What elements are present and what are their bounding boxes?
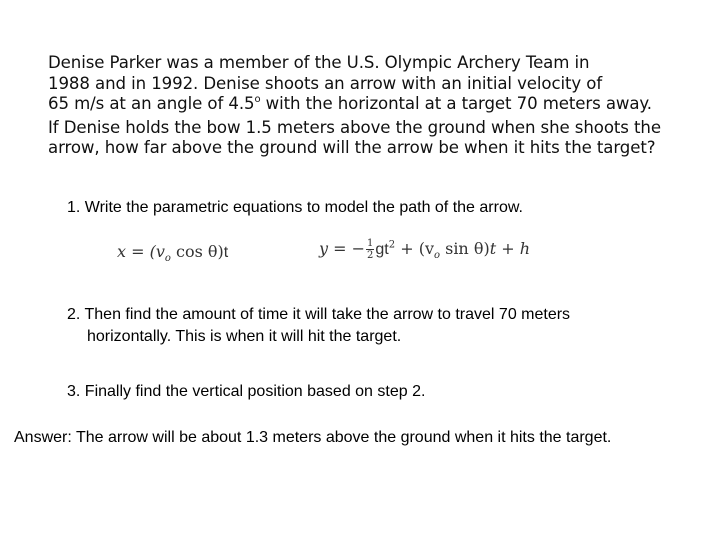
problem-line-3: [48, 94, 688, 118]
problem-statement: [48, 53, 688, 159]
degree-symbol: o: [254, 94, 261, 106]
problem-line-3-end: with the horizontal at a target 70 meters away.: [260, 94, 652, 114]
step-1: 1. Write the parametric equations to model the path of the arrow.: [67, 199, 523, 216]
equation-y: [319, 238, 530, 261]
eq-y-plus: + (v: [395, 239, 434, 258]
eq-x-sub: o: [164, 253, 171, 265]
eq-y-g: gt: [375, 241, 389, 258]
equation-x: [117, 242, 228, 264]
problem-line-1: Denise Parker was a member of the U.S. Olympic Archery Team in: [48, 53, 590, 72]
eq-y-sub: o: [433, 250, 441, 262]
eq-y-frac-den: 2: [367, 250, 374, 261]
problem-line-4: If Denise holds the bow 1.5 meters above the ground when she shoots the: [48, 117, 661, 137]
eq-x-lhs: x = (v: [117, 242, 165, 261]
eq-y-frac-num: 1: [367, 238, 374, 249]
step-3: 3. Finally find the vertical position based on step 2.: [67, 383, 426, 400]
eq-y-lhs: y = −: [319, 239, 366, 258]
eq-y-tail: t + h: [489, 239, 531, 258]
eq-x-rhs: cos θ): [170, 242, 224, 261]
step-2-line-1: 2. Then find the amount of time it will take the arrow to travel 70 meters: [67, 306, 571, 323]
problem-line-2: 1988 and in 1992. Denise shoots an arrow with an initial velocity of: [48, 73, 603, 93]
step-2: [67, 304, 570, 348]
eq-y-exp: 2: [388, 239, 396, 251]
answer-text: Answer: The arrow will be about 1.3 meters above the ground when it hits the target.: [14, 429, 612, 446]
problem-line-5: arrow, how far above the ground will the arrow be when it hits the target?: [48, 138, 656, 158]
eq-y-fraction: [366, 238, 374, 261]
eq-y-mid: sin θ): [440, 239, 490, 258]
step-2-line-2: horizontally. This is when it will hit the target.: [87, 328, 402, 345]
problem-line-3-start: 65 m/s at an angle of 4.5: [48, 94, 255, 114]
eq-x-var: t: [223, 244, 229, 261]
